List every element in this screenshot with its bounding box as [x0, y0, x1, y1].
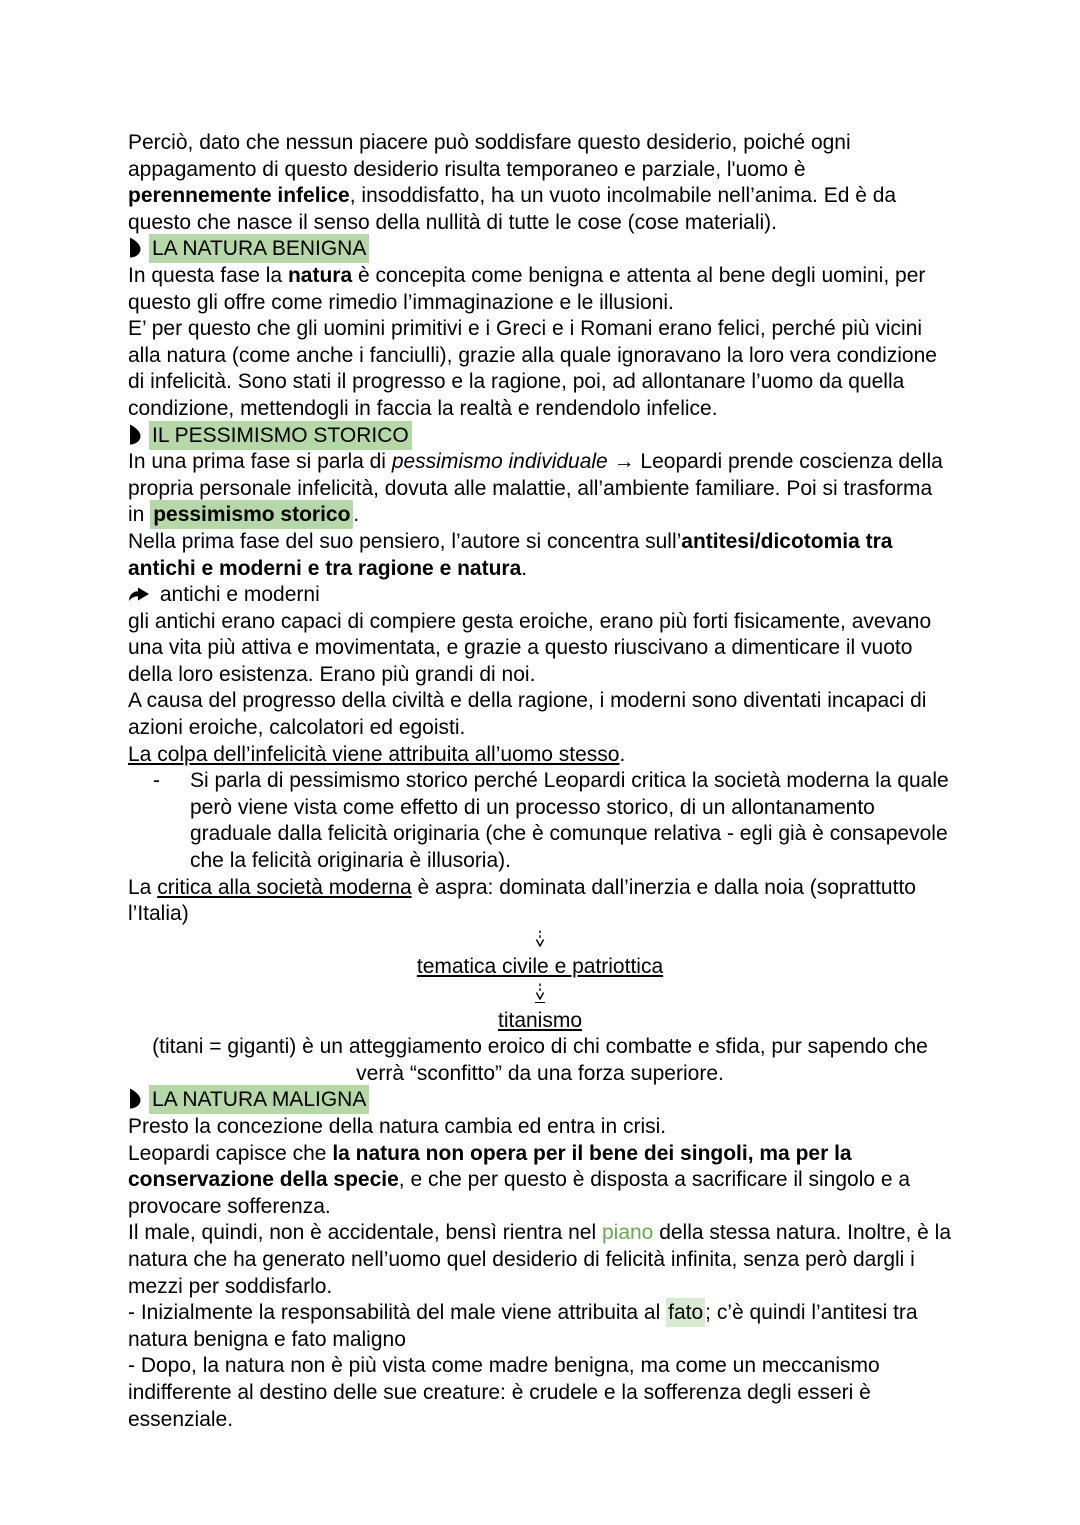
- down-dashed-arrow-icon: [535, 983, 545, 1000]
- text-run: fato: [666, 1298, 705, 1327]
- down-dashed-arrow-icon: [535, 930, 545, 947]
- arrow-line-antichi-e-moderni: [128, 582, 952, 609]
- list-item-pessimismo-storico: [128, 768, 952, 874]
- heading-la-natura-benigna: [128, 236, 952, 263]
- centered-down-arrow-2: [128, 981, 952, 1008]
- curved-right-arrow-icon: [128, 587, 150, 602]
- text-run: (titani = giganti) è un atteggiamento eroico di chi combatte e sfida, pur sapendo che verrà “sconfitto” da una forza superiore.: [152, 1035, 928, 1085]
- text-run: In una prima fase si parla di: [128, 450, 392, 474]
- text-run: critica alla società moderna: [157, 875, 412, 899]
- text-run: → Leopardi prende coscienza della propria personale infelicità, dovuta alle malattie, all’ambiente familiare. Poi si trasforma in: [128, 450, 943, 527]
- text-run: Il male, quindi, non è accidentale, bensì rientra nel: [128, 1221, 602, 1245]
- text-run: Perciò, dato che nessun piacere può soddisfare questo desiderio, poiché ogni appagamento di questo desiderio risulta temporaneo e parziale, l'uomo è: [128, 131, 851, 181]
- text-run: LA NATURA MALIGNA: [149, 1085, 369, 1114]
- text-run: Leopardi capisce che: [128, 1141, 333, 1165]
- paragraph-moderni: [128, 688, 952, 741]
- text-run: Presto la concezione della natura cambia ed entra in crisi.: [128, 1114, 667, 1138]
- text-run: .: [353, 503, 360, 527]
- pointer-bullet-icon: [128, 424, 141, 445]
- text-run: Nella prima fase del suo pensiero, l’autore si concentra sull’: [128, 529, 682, 553]
- text-run: antichi e moderni: [154, 583, 320, 607]
- centered-tematica: [128, 954, 952, 981]
- text-run: - Dopo, la natura non è più vista come madre benigna, ma come un meccanismo indifferente al destino delle sue creature: è crudele e la sofferenza degli esseri è essenziale.: [128, 1354, 880, 1431]
- centered-titani-def: [128, 1034, 952, 1087]
- centered-down-arrow-1: [128, 928, 952, 955]
- paragraph-pessimismo-2: [128, 529, 952, 582]
- text-run: In questa fase la: [128, 263, 288, 287]
- paragraph-antichi: [128, 609, 952, 689]
- pointer-bullet-icon: [128, 1088, 141, 1109]
- centered-titanismo: [128, 1008, 952, 1035]
- text-run: antitesi/dicotomia tra antichi e moderni e tra ragione e natura: [128, 529, 893, 580]
- paragraph-critica: [128, 875, 952, 928]
- paragraph-colpa: [128, 742, 952, 769]
- paragraph-fato: [128, 1300, 952, 1353]
- heading-il-pessimismo-storico: [128, 423, 952, 450]
- paragraph-maligna-1: [128, 1114, 952, 1141]
- text-run: pessimismo individuale: [391, 450, 608, 474]
- text-run: .: [619, 742, 626, 766]
- text-run: natura: [287, 263, 353, 287]
- paragraph-dopo: [128, 1353, 952, 1433]
- paragraph-natura-benigna-1: [128, 263, 952, 316]
- text-run: perennemente infelice: [128, 184, 350, 208]
- intro-paragraph: [128, 130, 952, 236]
- text-run: è aspra: dominata dall’inerzia e dalla noia (soprattutto l’Italia): [128, 875, 916, 926]
- text-run: .: [521, 556, 528, 580]
- text-run: La: [128, 875, 158, 899]
- text-run: IL PESSIMISMO STORICO: [149, 421, 412, 450]
- text-run: è concepita come benigna e attenta al bene degli uomini, per questo gli offre come rimedio l’immaginazione e le illusioni.: [128, 263, 926, 314]
- text-run: ; c’è quindi l’antitesi tra natura benigna e fato maligno: [128, 1301, 918, 1351]
- text-run: E’ per questo che gli uomini primitivi e i Greci e i Romani erano felici, perché più vicini alla natura (come anche i fanciulli), grazie alla quale ignoravano la loro vera condizione di infelicità. Sono stati il progresso e la ragione, poi, ad allontanare l’uomo da quella condizione, mettendogli in faccia la realtà e rendendolo infelice.: [128, 317, 937, 420]
- text-run: , insoddisfatto, ha un vuoto incolmabile nell’anima. Ed è da questo che nasce il senso della nullità di tutte le cose (cose materiali).: [128, 184, 897, 234]
- text-run: della stessa natura. Inoltre, è la natura che ha generato nell’uomo quel desiderio di felicità infinita, senza però dargli i mezzi per soddisfarlo.: [128, 1221, 952, 1298]
- down-dashed-arrow-icon-wrap: [535, 983, 545, 1003]
- pointer-bullet-icon: [128, 237, 141, 258]
- text-run: titanismo: [497, 1008, 583, 1032]
- document-content: [128, 130, 952, 1433]
- heading-la-natura-maligna: [128, 1087, 952, 1114]
- text-run: - Inizialmente la responsabilità del male viene attribuita al: [128, 1301, 667, 1325]
- text-run: A causa del progresso della civiltà e della ragione, i moderni sono diventati incapaci di azioni eroiche, calcolatori ed egoisti.: [128, 689, 927, 740]
- text-run: tematica civile e patriottica: [416, 955, 664, 979]
- text-run: LA NATURA BENIGNA: [149, 234, 369, 263]
- paragraph-pessimismo-1: [128, 449, 952, 529]
- text-run: piano: [601, 1221, 654, 1245]
- dash-bullet: -: [153, 769, 160, 793]
- text-run: , e che per questo è disposta a sacrificare il singolo e a provocare sofferenza.: [128, 1168, 911, 1218]
- curved-right-arrow-icon-wrap: [128, 587, 154, 602]
- paragraph-maligna-2: [128, 1141, 952, 1221]
- paragraph-natura-benigna-2: [128, 316, 952, 422]
- paragraph-maligna-3: [128, 1220, 952, 1300]
- down-dashed-arrow-icon-wrap: [535, 930, 545, 947]
- text-run: gli antichi erano capaci di compiere gesta eroiche, erano più forti fisicamente, avevano una vita più attiva e movimentata, e grazie a questo riuscivano a dimenticare il vuoto della loro esistenza. Erano più grandi di noi.: [128, 609, 932, 686]
- text-run: Si parla di pessimismo storico perché Leopardi critica la società moderna la quale però viene vista come effetto di un processo storico, di un allontanamento graduale dalla felicità originaria (che è comunque relativa - egli già è consapevole che la felicità originaria è illusoria).: [190, 769, 949, 873]
- text-run: La colpa dell’infelicità viene attribuita all’uomo stesso: [128, 742, 620, 766]
- text-run: pessimismo storico: [150, 500, 353, 529]
- text-run: la natura non opera per il bene dei singoli, ma per la conservazione della specie: [128, 1141, 852, 1192]
